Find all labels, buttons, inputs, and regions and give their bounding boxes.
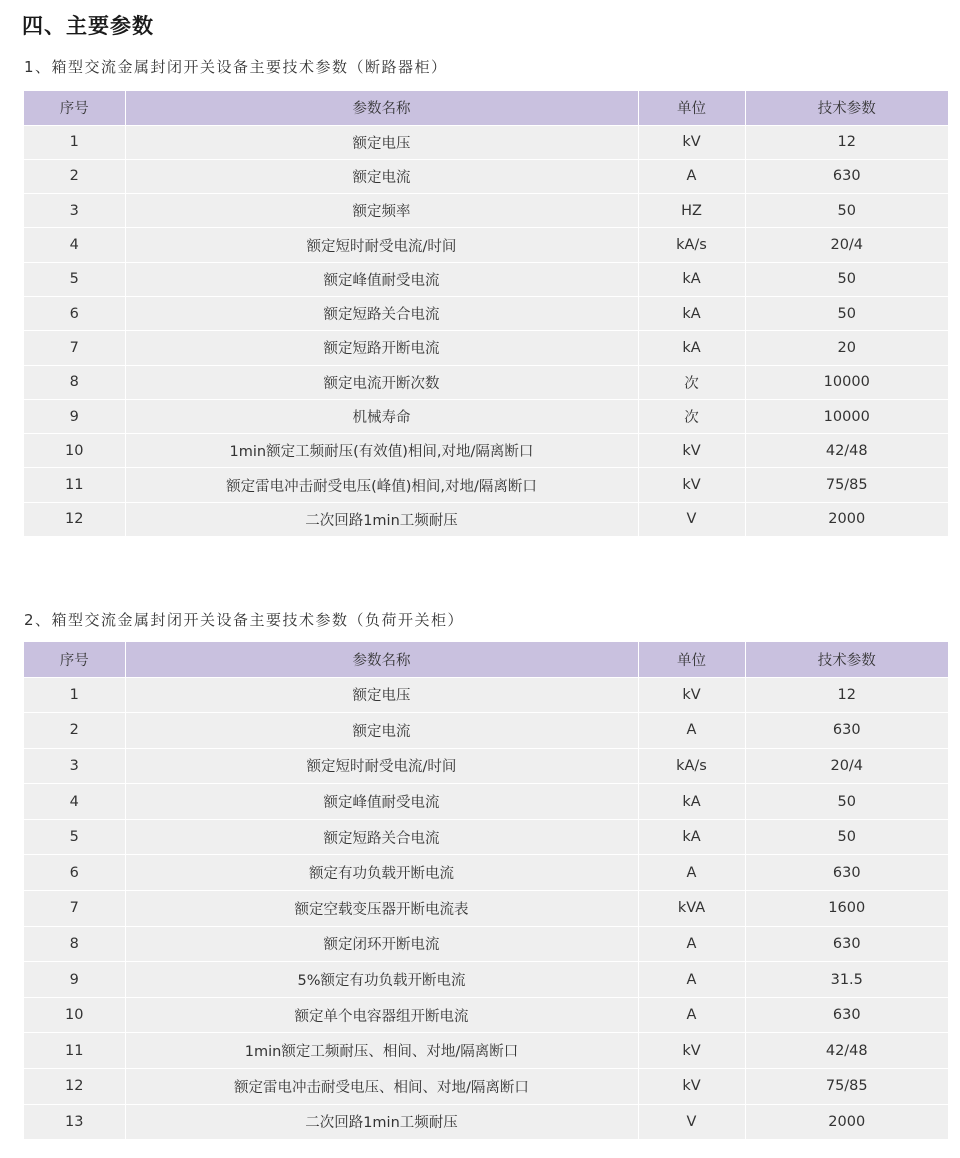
table-row [24, 434, 948, 468]
table-row [24, 997, 948, 1033]
table-row [24, 926, 948, 962]
cell-value: 42/48 [745, 434, 948, 468]
cell-no: 11 [24, 468, 125, 502]
cell-name: 额定空载变压器开断电流表 [125, 891, 638, 927]
table-row [24, 784, 948, 820]
cell-unit: kV [638, 434, 745, 468]
cell-no: 12 [24, 1069, 125, 1105]
cell-value: 2000 [745, 502, 948, 536]
cell-value: 2000 [745, 1104, 948, 1140]
cell-no: 7 [24, 891, 125, 927]
cell-no: 4 [24, 228, 125, 262]
cell-no: 9 [24, 399, 125, 433]
cell-no: 6 [24, 296, 125, 330]
cell-name: 额定电流开断次数 [125, 365, 638, 399]
cell-no: 12 [24, 502, 125, 536]
cell-no: 3 [24, 748, 125, 784]
cell-name: 额定频率 [125, 194, 638, 228]
page-heading: 四、主要参数 [22, 14, 154, 38]
table-row [24, 262, 948, 296]
cell-name: 额定有功负载开断电流 [125, 855, 638, 891]
table-row [24, 468, 948, 502]
cell-value: 630 [745, 855, 948, 891]
table-row [24, 296, 948, 330]
cell-unit: A [638, 926, 745, 962]
cell-unit: A [638, 855, 745, 891]
cell-value: 20/4 [745, 228, 948, 262]
table-row [24, 331, 948, 365]
cell-unit: kA [638, 819, 745, 855]
cell-no: 10 [24, 997, 125, 1033]
table-row [24, 1033, 948, 1069]
table-row [24, 159, 948, 193]
cell-unit: kV [638, 125, 745, 159]
cell-unit: kV [638, 468, 745, 502]
cell-name: 额定雷电冲击耐受电压(峰值)相间,对地/隔离断口 [125, 468, 638, 502]
cell-unit: A [638, 962, 745, 998]
cell-value: 20/4 [745, 748, 948, 784]
table-row [24, 502, 948, 536]
cell-name: 1min额定工频耐压(有效值)相间,对地/隔离断口 [125, 434, 638, 468]
header-value: 技术参数 [745, 91, 948, 125]
cell-no: 10 [24, 434, 125, 468]
cell-value: 42/48 [745, 1033, 948, 1069]
cell-name: 机械寿命 [125, 399, 638, 433]
cell-name: 额定闭环开断电流 [125, 926, 638, 962]
cell-name: 额定电压 [125, 677, 638, 713]
cell-name: 额定电流 [125, 159, 638, 193]
cell-value: 31.5 [745, 962, 948, 998]
cell-unit: kVA [638, 891, 745, 927]
cell-value: 630 [745, 997, 948, 1033]
cell-unit: A [638, 159, 745, 193]
cell-value: 630 [745, 159, 948, 193]
table-row [24, 1069, 948, 1105]
cell-no: 8 [24, 926, 125, 962]
cell-value: 630 [745, 926, 948, 962]
cell-value: 50 [745, 784, 948, 820]
table-row [24, 891, 948, 927]
cell-value: 10000 [745, 365, 948, 399]
cell-unit: V [638, 1104, 745, 1140]
cell-name: 额定单个电容器组开断电流 [125, 997, 638, 1033]
header-unit: 单位 [638, 91, 745, 125]
cell-no: 1 [24, 125, 125, 159]
cell-unit: kV [638, 1069, 745, 1105]
cell-unit: 次 [638, 365, 745, 399]
cell-unit: kA [638, 262, 745, 296]
cell-unit: kA/s [638, 748, 745, 784]
table-row [24, 677, 948, 713]
cell-name: 额定电流 [125, 713, 638, 749]
cell-value: 50 [745, 194, 948, 228]
header-no: 序号 [24, 642, 125, 677]
cell-no: 3 [24, 194, 125, 228]
cell-value: 50 [745, 296, 948, 330]
table-row [24, 713, 948, 749]
cell-value: 75/85 [745, 468, 948, 502]
header-unit: 单位 [638, 642, 745, 677]
cell-no: 9 [24, 962, 125, 998]
table-header-row [24, 642, 948, 677]
table-header-row [24, 91, 948, 125]
cell-name: 额定短时耐受电流/时间 [125, 748, 638, 784]
cell-value: 1600 [745, 891, 948, 927]
cell-name: 额定电压 [125, 125, 638, 159]
cell-name: 额定短路关合电流 [125, 296, 638, 330]
table-row [24, 399, 948, 433]
cell-unit: A [638, 713, 745, 749]
header-name: 参数名称 [125, 91, 638, 125]
cell-no: 8 [24, 365, 125, 399]
section-title-circuit-breaker: 1、箱型交流金属封闭开关设备主要技术参数（断路器柜） [24, 58, 448, 76]
cell-name: 二次回路1min工频耐压 [125, 1104, 638, 1140]
spec-table-load-switch [24, 642, 948, 1140]
cell-name: 额定短路开断电流 [125, 331, 638, 365]
table-row [24, 365, 948, 399]
cell-no: 5 [24, 262, 125, 296]
cell-no: 7 [24, 331, 125, 365]
table-row [24, 855, 948, 891]
cell-name: 二次回路1min工频耐压 [125, 502, 638, 536]
cell-value: 12 [745, 677, 948, 713]
table-row [24, 1104, 948, 1140]
cell-no: 2 [24, 713, 125, 749]
cell-unit: V [638, 502, 745, 536]
cell-unit: 次 [638, 399, 745, 433]
cell-name: 额定短时耐受电流/时间 [125, 228, 638, 262]
cell-unit: kV [638, 1033, 745, 1069]
cell-no: 11 [24, 1033, 125, 1069]
cell-unit: kA/s [638, 228, 745, 262]
table-row [24, 194, 948, 228]
cell-no: 5 [24, 819, 125, 855]
table-row [24, 748, 948, 784]
cell-name: 额定峰值耐受电流 [125, 262, 638, 296]
cell-name: 额定短路关合电流 [125, 819, 638, 855]
table-row [24, 962, 948, 998]
cell-value: 10000 [745, 399, 948, 433]
header-value: 技术参数 [745, 642, 948, 677]
cell-name: 1min额定工频耐压、相间、对地/隔离断口 [125, 1033, 638, 1069]
cell-unit: kV [638, 677, 745, 713]
cell-no: 13 [24, 1104, 125, 1140]
spec-table-circuit-breaker [24, 91, 948, 537]
table-row [24, 819, 948, 855]
cell-unit: A [638, 997, 745, 1033]
cell-no: 1 [24, 677, 125, 713]
cell-value: 12 [745, 125, 948, 159]
cell-unit: kA [638, 784, 745, 820]
cell-no: 4 [24, 784, 125, 820]
cell-unit: HZ [638, 194, 745, 228]
cell-value: 50 [745, 819, 948, 855]
cell-name: 5%额定有功负载开断电流 [125, 962, 638, 998]
cell-value: 75/85 [745, 1069, 948, 1105]
header-name: 参数名称 [125, 642, 638, 677]
cell-unit: kA [638, 331, 745, 365]
cell-name: 额定雷电冲击耐受电压、相间、对地/隔离断口 [125, 1069, 638, 1105]
cell-no: 6 [24, 855, 125, 891]
cell-value: 50 [745, 262, 948, 296]
table-row [24, 228, 948, 262]
cell-no: 2 [24, 159, 125, 193]
cell-value: 20 [745, 331, 948, 365]
cell-unit: kA [638, 296, 745, 330]
section-title-load-switch: 2、箱型交流金属封闭开关设备主要技术参数（负荷开关柜） [24, 611, 465, 629]
table-row [24, 125, 948, 159]
cell-value: 630 [745, 713, 948, 749]
header-no: 序号 [24, 91, 125, 125]
cell-name: 额定峰值耐受电流 [125, 784, 638, 820]
